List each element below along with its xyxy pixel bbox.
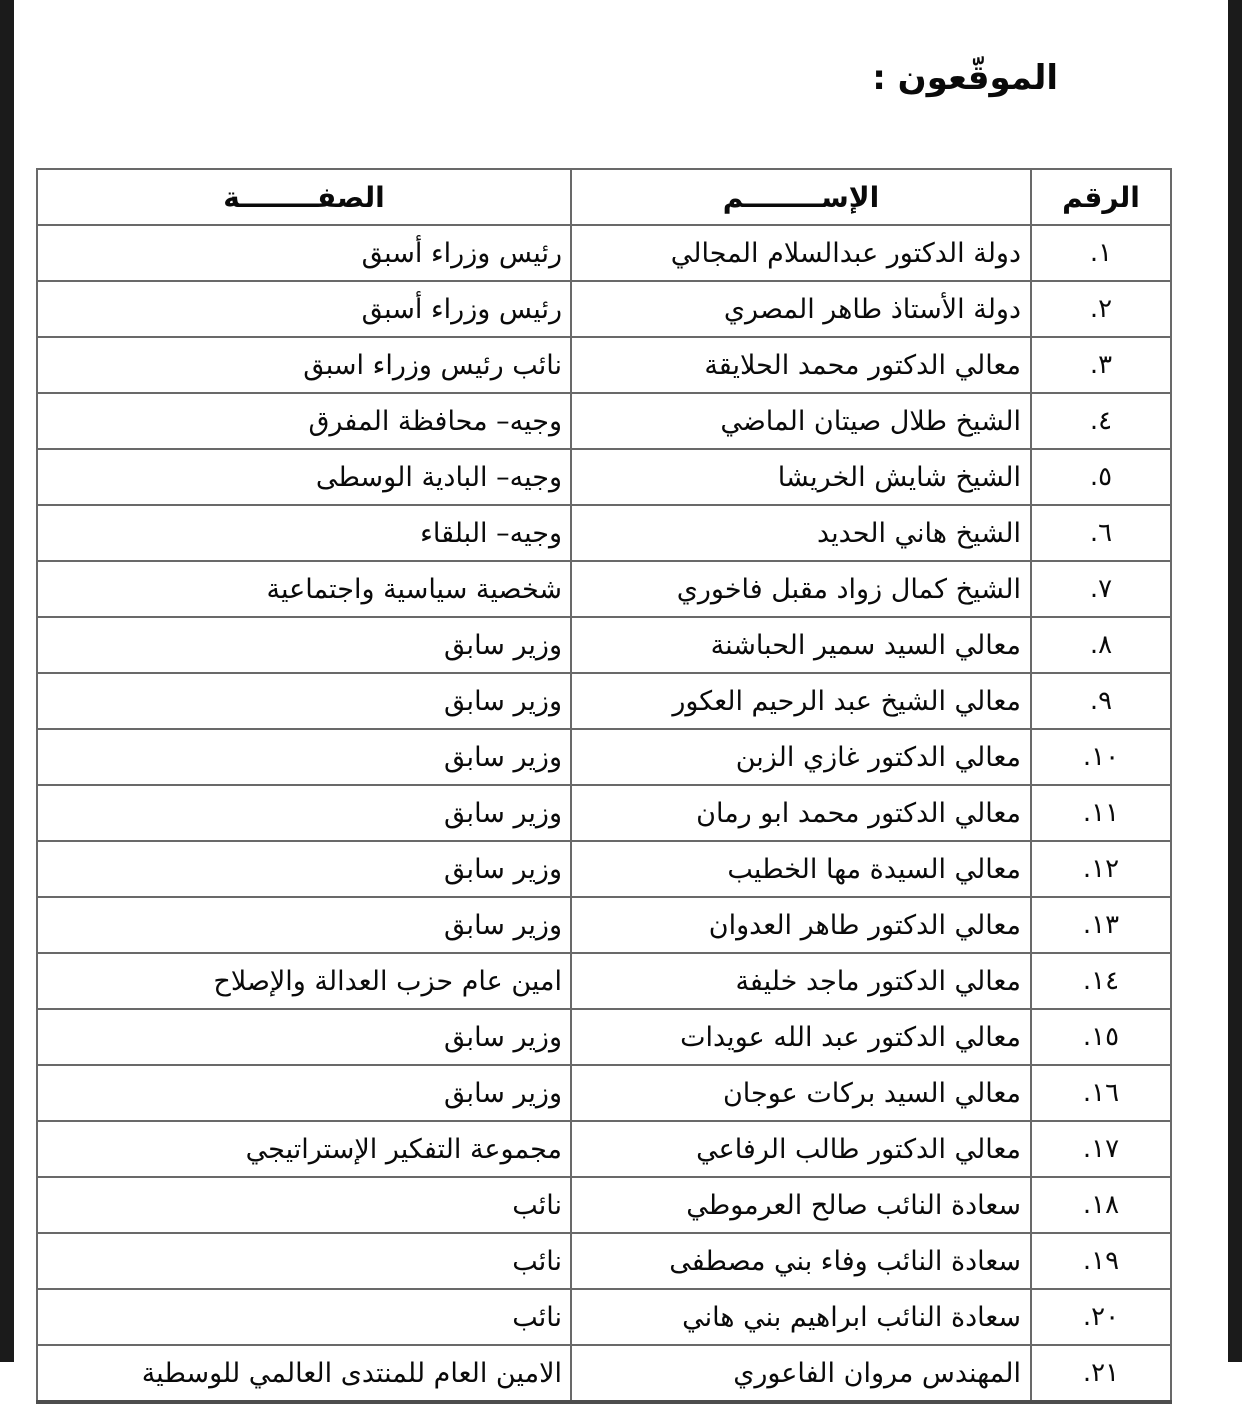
table-row (37, 617, 1171, 673)
signatory-title-cell: نائب (37, 1233, 571, 1289)
signatory-title-cell: وزير سابق (37, 841, 571, 897)
signatory-title-cell: وزير سابق (37, 617, 571, 673)
column-header-title: الصفــــــــة (37, 169, 571, 225)
signatory-title-cell: مجموعة التفكير الإستراتيجي (37, 1121, 571, 1177)
column-header-number: الرقم (1031, 169, 1171, 225)
signatory-title-cell: وجيه– البلقاء (37, 505, 571, 561)
signatory-name-cell: معالي الدكتور ماجد خليفة (571, 953, 1031, 1009)
signatory-name-cell: معالي الدكتور طالب الرفاعي (571, 1121, 1031, 1177)
signatory-title-cell: وزير سابق (37, 729, 571, 785)
signatory-name-cell: سعادة النائب وفاء بني مصطفى (571, 1233, 1031, 1289)
signatory-title-cell: وجيه– محافظة المفرق (37, 393, 571, 449)
signatory-name-cell: معالي الدكتور محمد ابو رمان (571, 785, 1031, 841)
row-number-cell: ١٥. (1031, 1009, 1171, 1065)
signatory-title-cell: رئيس وزراء أسبق (37, 281, 571, 337)
row-number-cell: ٢١. (1031, 1345, 1171, 1402)
row-number-cell: ١٢. (1031, 841, 1171, 897)
table-row (37, 729, 1171, 785)
table-row (37, 1121, 1171, 1177)
table-row (37, 1065, 1171, 1121)
row-number-cell: ١٠. (1031, 729, 1171, 785)
row-number-cell: ٥. (1031, 449, 1171, 505)
row-number-cell: ٢٠. (1031, 1289, 1171, 1345)
table-header-row (37, 169, 1171, 225)
row-number-cell: ٨. (1031, 617, 1171, 673)
signatory-name-cell: معالي الشيخ عبد الرحيم العكور (571, 673, 1031, 729)
table-row (37, 897, 1171, 953)
table-row (37, 841, 1171, 897)
signatory-title-cell: شخصية سياسية واجتماعية (37, 561, 571, 617)
row-number-cell: ٦. (1031, 505, 1171, 561)
signatory-name-cell: الشيخ كمال زواد مقبل فاخوري (571, 561, 1031, 617)
row-number-cell: ٢. (1031, 281, 1171, 337)
signatory-name-cell: دولة الأستاذ طاهر المصري (571, 281, 1031, 337)
table-row (37, 449, 1171, 505)
row-number-cell: ٧. (1031, 561, 1171, 617)
signatory-title-cell: وزير سابق (37, 897, 571, 953)
signatory-name-cell: معالي الدكتور عبد الله عويدات (571, 1009, 1031, 1065)
signatory-title-cell: امين عام حزب العدالة والإصلاح (37, 953, 571, 1009)
table-row (37, 225, 1171, 281)
signatories-table-body (37, 225, 1171, 1402)
table-row (37, 785, 1171, 841)
row-number-cell: ١٤. (1031, 953, 1171, 1009)
signatory-title-cell: الامين العام للمنتدى العالمي للوسطية (37, 1345, 571, 1402)
signatory-name-cell: الشيخ هاني الحديد (571, 505, 1031, 561)
signatory-title-cell: نائب (37, 1177, 571, 1233)
signatory-name-cell: معالي الدكتور غازي الزبن (571, 729, 1031, 785)
row-number-cell: ١١. (1031, 785, 1171, 841)
row-number-cell: ٩. (1031, 673, 1171, 729)
signatory-name-cell: الشيخ شايش الخريشا (571, 449, 1031, 505)
signatories-table (36, 168, 1172, 1404)
table-row (37, 1009, 1171, 1065)
signatory-title-cell: وجيه– البادية الوسطى (37, 449, 571, 505)
row-number-cell: ١٦. (1031, 1065, 1171, 1121)
signatory-name-cell: دولة الدكتور عبدالسلام المجالي (571, 225, 1031, 281)
signatory-name-cell: معالي السيد سمير الحباشنة (571, 617, 1031, 673)
signatory-name-cell: معالي الدكتور طاهر العدوان (571, 897, 1031, 953)
table-row (37, 561, 1171, 617)
signatory-name-cell: معالي السيدة مها الخطيب (571, 841, 1031, 897)
signatory-name-cell: المهندس مروان الفاعوري (571, 1345, 1031, 1402)
row-number-cell: ٣. (1031, 337, 1171, 393)
signatory-title-cell: وزير سابق (37, 673, 571, 729)
table-row (37, 1177, 1171, 1233)
signatory-title-cell: وزير سابق (37, 785, 571, 841)
signatory-name-cell: الشيخ طلال صيتان الماضي (571, 393, 1031, 449)
scan-edge-right (1228, 0, 1242, 1362)
signatory-title-cell: رئيس وزراء أسبق (37, 225, 571, 281)
table-row (37, 505, 1171, 561)
signatories-heading: الموقّعون : (872, 58, 1058, 98)
row-number-cell: ٤. (1031, 393, 1171, 449)
signatory-name-cell: سعادة النائب صالح العرموطي (571, 1177, 1031, 1233)
row-number-cell: ١٣. (1031, 897, 1171, 953)
table-row (37, 673, 1171, 729)
table-row (37, 1233, 1171, 1289)
table-row (37, 337, 1171, 393)
row-number-cell: ١٩. (1031, 1233, 1171, 1289)
signatory-name-cell: سعادة النائب ابراهيم بني هاني (571, 1289, 1031, 1345)
signatory-title-cell: نائب (37, 1289, 571, 1345)
scan-edge-left (0, 0, 14, 1362)
signatory-name-cell: معالي السيد بركات عوجان (571, 1065, 1031, 1121)
signatory-title-cell: وزير سابق (37, 1009, 571, 1065)
table-row (37, 1345, 1171, 1402)
row-number-cell: ١٨. (1031, 1177, 1171, 1233)
row-number-cell: ١٧. (1031, 1121, 1171, 1177)
row-number-cell: ١. (1031, 225, 1171, 281)
column-header-name: الإســــــــم (571, 169, 1031, 225)
signatory-name-cell: معالي الدكتور محمد الحلايقة (571, 337, 1031, 393)
table-row (37, 393, 1171, 449)
table-row (37, 1289, 1171, 1345)
signatory-title-cell: وزير سابق (37, 1065, 571, 1121)
table-row (37, 953, 1171, 1009)
table-row (37, 281, 1171, 337)
signatory-title-cell: نائب رئيس وزراء اسبق (37, 337, 571, 393)
